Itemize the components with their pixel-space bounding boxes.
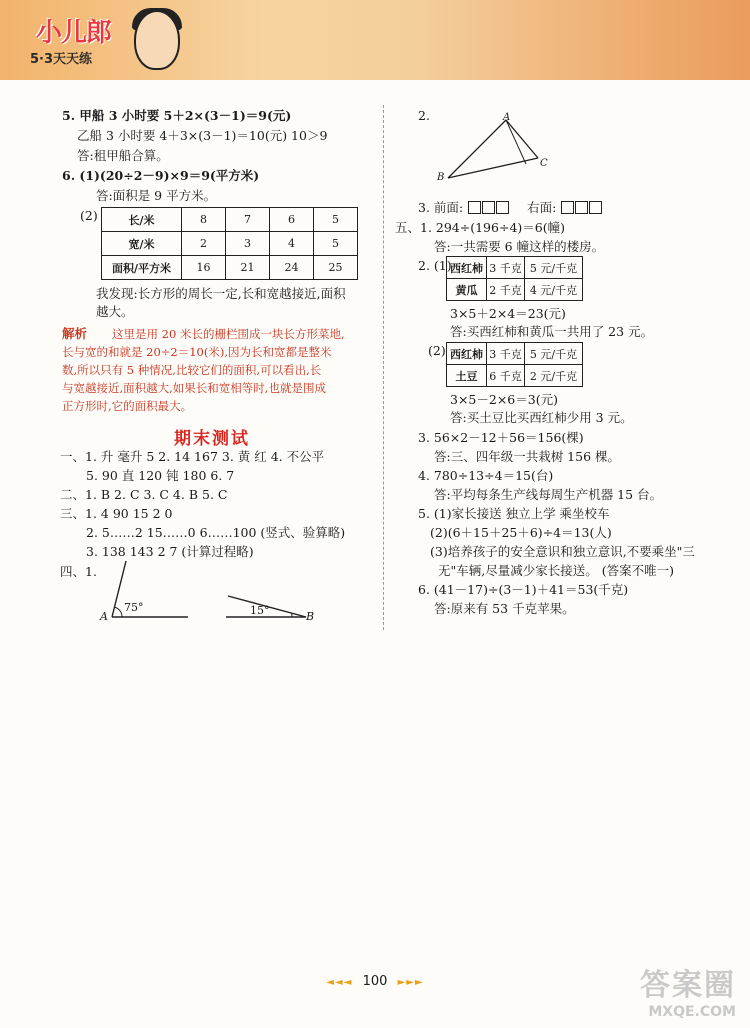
w2-part1-label: 2. (1) xyxy=(418,258,452,273)
vegetable-table-2 xyxy=(446,342,583,387)
q6-part2-label: (2) xyxy=(80,208,98,223)
table-row xyxy=(447,365,583,387)
w2-part2-calc: 3×5－2×6＝3(元) xyxy=(450,392,558,407)
vegetable-table-1 xyxy=(446,256,583,301)
angle-b-degree: 15° xyxy=(250,604,270,617)
w3-answer: 答:三、四年级一共栽树 156 棵。 xyxy=(434,449,621,464)
analysis-line2: 长与宽的和就是 20÷2＝10(米),因为长和宽都是整米 xyxy=(62,345,332,359)
table-cell: 4 xyxy=(270,232,314,256)
w2-part1-answer: 答:买西红柿和黄瓜一共用了 23 元。 xyxy=(450,324,654,339)
q6-line1: 6. (1)(20÷2－9)×9＝9(平方米) xyxy=(62,168,260,183)
angle-a-arc xyxy=(114,607,122,617)
w6-line1: 6. (41－17)÷(3－1)＋41＝53(千克) xyxy=(418,582,629,597)
w3-line1: 3. 56×2－12＋56＝156(棵) xyxy=(418,430,584,445)
w1-line1: 五、1. 294÷(196÷4)＝6(幢) xyxy=(395,220,565,235)
q3-views xyxy=(418,200,602,216)
table-cell: 8 xyxy=(182,208,226,232)
front-view-icon xyxy=(467,200,509,215)
table-cell: 4 元/千克 xyxy=(525,279,583,301)
w4-line1: 4. 780÷13÷4＝15(台) xyxy=(418,468,554,483)
analysis-tag: 解析 xyxy=(62,326,88,341)
table-cell: 6 千克 xyxy=(487,365,525,387)
table-cell: 5 xyxy=(314,208,358,232)
table-cell: 2 xyxy=(182,232,226,256)
w5-line2: (2)(6＋15＋25＋6)÷4＝13(人) xyxy=(430,525,612,540)
table-cell: 土豆 xyxy=(447,365,487,387)
q6-answer: 答:面积是 9 平方米。 xyxy=(96,188,217,203)
triangle-label-c: C xyxy=(540,158,548,169)
section-title: 期末测试 xyxy=(174,429,250,449)
table-row xyxy=(447,343,583,365)
table-cell: 5 xyxy=(314,232,358,256)
table-cell: 24 xyxy=(270,256,314,280)
table-cell: 西红柿 xyxy=(447,257,487,279)
watermark xyxy=(640,960,736,1020)
table-row xyxy=(102,256,358,280)
w6-answer: 答:原来有 53 千克苹果。 xyxy=(434,601,575,616)
table-row xyxy=(102,232,358,256)
triangle-label-a: A xyxy=(503,112,511,123)
analysis-line3: 数,所以只有 5 种情况,比较它们的面积,可以看出,长 xyxy=(62,363,322,377)
right-view-icon xyxy=(560,200,602,215)
table-cell: 西红柿 xyxy=(447,343,487,365)
finding-line2: 越大。 xyxy=(96,304,134,319)
table-cell: 16 xyxy=(182,256,226,280)
table-row xyxy=(447,257,583,279)
angle-a-degree: 75° xyxy=(124,601,144,614)
rectangle-table xyxy=(101,207,358,280)
table-header-length: 长/米 xyxy=(102,208,182,232)
angle-a-label: A xyxy=(100,610,108,623)
q3-right-label: 右面: xyxy=(527,200,557,215)
s3-line2: 2. 5……2 15……0 6……100 (竖式、验算略) xyxy=(86,525,346,540)
w2-part2-answer: 答:买土豆比买西红柿少用 3 元。 xyxy=(450,410,633,425)
table-row xyxy=(102,208,358,232)
page-header xyxy=(0,0,750,80)
w2-part2-label: (2) xyxy=(428,343,446,358)
watermark-line1: 答案圈 xyxy=(640,968,736,1003)
column-divider xyxy=(383,105,384,630)
q5-line2: 乙船 3 小时要 4＋3×(3－1)＝10(元) 10＞9 xyxy=(77,128,328,143)
q5-answer: 答:租甲船合算。 xyxy=(77,148,169,163)
s3-line3: 3. 138 143 2 7 (计算过程略) xyxy=(86,544,254,559)
q2-label: 2. xyxy=(418,108,430,123)
w2-part1-calc: 3×5＋2×4＝23(元) xyxy=(450,306,566,321)
s2-line1: 二、1. B 2. C 3. C 4. B 5. C xyxy=(60,487,228,502)
table-cell: 3 千克 xyxy=(487,257,525,279)
table-cell: 3 千克 xyxy=(487,343,525,365)
table-cell: 5 元/千克 xyxy=(525,257,583,279)
w5-line1: 5. (1)家长接送 独立上学 乘坐校车 xyxy=(418,506,610,521)
table-cell: 25 xyxy=(314,256,358,280)
q3-front-label: 3. 前面: xyxy=(418,200,464,215)
table-row xyxy=(447,279,583,301)
left-arrows-icon: ◄◄◄ xyxy=(326,977,353,988)
table-cell: 2 元/千克 xyxy=(525,365,583,387)
triangle-figure xyxy=(430,108,560,186)
table-cell: 21 xyxy=(226,256,270,280)
mascot-icon xyxy=(134,10,180,70)
page-footer xyxy=(0,974,750,989)
finding-line1: 我发现:长方形的周长一定,长和宽越接近,面积 xyxy=(96,286,346,301)
w1-answer: 答:一共需要 6 幢这样的楼房。 xyxy=(434,239,605,254)
w5-line3: (3)培养孩子的安全意识和独立意识,不要乘坐"三 xyxy=(430,544,695,559)
table-header-area: 面积/平方米 xyxy=(102,256,182,280)
table-cell: 5 元/千克 xyxy=(525,343,583,365)
w5-line4: 无"车辆,尽量减少家长接送。 (答案不唯一) xyxy=(438,563,674,578)
right-arrows-icon: ►►► xyxy=(397,977,424,988)
table-cell: 7 xyxy=(226,208,270,232)
analysis-line5: 正方形时,它的面积最大。 xyxy=(62,399,193,413)
triangle-label-b: B xyxy=(437,172,445,183)
table-cell: 2 千克 xyxy=(487,279,525,301)
table-header-width: 宽/米 xyxy=(102,232,182,256)
analysis-line4: 与宽越接近,面积越大,如果长和宽相等时,也就是围成 xyxy=(62,381,326,395)
table-cell: 黄瓜 xyxy=(447,279,487,301)
watermark-line2: MXQE.COM xyxy=(648,1004,736,1020)
angle-figures xyxy=(96,555,326,630)
q5-line1: 5. 甲船 3 小时要 5＋2×(3－1)＝9(元) xyxy=(62,108,292,123)
s1-line1: 一、1. 升 毫升 5 2. 14 167 3. 黄 红 4. 不公平 xyxy=(60,449,325,464)
triangle-height xyxy=(506,120,526,164)
series-name: 5·3天天练 xyxy=(30,52,93,67)
angle-b-label: B xyxy=(306,610,315,623)
triangle-side-ac xyxy=(506,120,538,158)
table-cell: 6 xyxy=(270,208,314,232)
brand-logo xyxy=(22,10,182,72)
s3-line1: 三、1. 4 90 15 2 0 xyxy=(60,506,173,521)
page-number: 100 xyxy=(362,974,388,989)
s1-line2: 5. 90 直 120 钝 180 6. 7 xyxy=(86,468,235,483)
s4-line1: 四、1. xyxy=(60,564,97,579)
table-cell: 3 xyxy=(226,232,270,256)
analysis-line1: 这里是用 20 米长的栅栏围成一块长方形菜地, xyxy=(112,327,345,341)
w4-answer: 答:平均每条生产线每周生产机器 15 台。 xyxy=(434,487,663,502)
brand-name: 小儿郎 xyxy=(36,18,112,48)
